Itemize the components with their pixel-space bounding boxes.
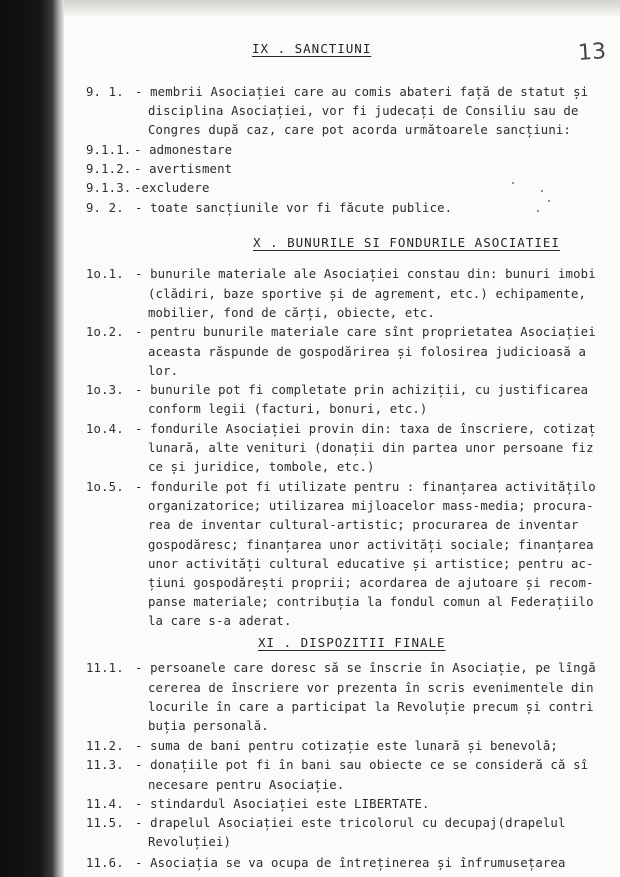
item-text-line: - Asociația se va ocupa de întreținerea și înfrumusețarea bbox=[135, 856, 566, 870]
page-top-shadow bbox=[64, 0, 620, 18]
item-text-line: - drapelul Asociației este tricolorul cu decupaj(drapelul bbox=[135, 816, 566, 830]
scan-speck bbox=[512, 182, 514, 184]
section-heading-bunuri: X . BUNURILE SI FONDURILE ASOCIATIEI bbox=[253, 235, 560, 250]
item-text-line: - fondurile pot fi utilizate pentru : finanțarea activitățilo bbox=[135, 480, 596, 494]
item-text-line: lunară, alte venituri (donații din partea unor persoane fiz bbox=[148, 441, 594, 455]
item-number: 11.1. bbox=[86, 661, 124, 675]
item-number: 9. 2. bbox=[86, 201, 124, 215]
item-text-line: - membrii Asociației care au comis abateri față de statut și bbox=[135, 85, 589, 99]
item-text-line: Revoluției) bbox=[148, 835, 232, 849]
item-text-line: - pentru bunurile materiale care sînt proprietatea Asociației bbox=[135, 325, 596, 339]
item-text-line: - fondurile Asociației provin din: taxa de înscriere, cotizaț bbox=[135, 422, 596, 436]
item-text-line: - persoanele care doresc să se înscrie în Asociație, pe lîngă bbox=[135, 661, 596, 675]
item-number: 1o.3. bbox=[86, 383, 124, 397]
item-text-line: rea de inventar cultural-artistic; procurarea de inventar bbox=[148, 518, 579, 532]
scan-speck bbox=[541, 190, 543, 192]
item-text-line: - suma de bani pentru cotizație este lunară și benevolă; bbox=[135, 739, 558, 753]
item-number: 11.2. bbox=[86, 739, 124, 753]
item-text-line: mobilier, fond de cărți, obiecte, etc. bbox=[148, 306, 436, 320]
item-number: 1o.1. bbox=[86, 267, 124, 281]
item-text-line: unor activități cultural educative și artistice; pentru ac- bbox=[148, 557, 594, 571]
section-heading-sanctiuni: IX . SANCTIUNI bbox=[252, 41, 372, 56]
item-text-line: lor. bbox=[148, 364, 179, 378]
item-text-line: - bunurile pot fi completate prin achiziții, cu justificarea bbox=[135, 383, 589, 397]
item-number: 9.1.3. bbox=[86, 181, 132, 195]
item-text-line: - bunurile materiale ale Asociației constau din: bunuri imobi bbox=[135, 267, 596, 281]
item-text-line: conform legii (facturi, bonuri, etc.) bbox=[148, 402, 428, 416]
item-number: 9. 1. bbox=[86, 85, 124, 99]
item-number: 11.6. bbox=[86, 856, 124, 870]
item-number: 9.1.1. bbox=[86, 143, 132, 157]
item-text-line: la care s-a aderat. bbox=[148, 614, 292, 628]
section-heading-dispozitii: XI . DISPOZITII FINALE bbox=[258, 635, 446, 650]
item-text-line: Congres după caz, care pot acorda următoarele sancțiuni: bbox=[148, 123, 571, 137]
item-text-line: -excludere bbox=[134, 181, 210, 195]
item-text-line: panse materiale; contribuția la fondul comun al Federațiilo bbox=[148, 595, 594, 609]
item-number: 1o.4. bbox=[86, 422, 124, 436]
item-number: 11.4. bbox=[86, 797, 124, 811]
item-text-line: buția personală. bbox=[148, 719, 269, 733]
item-number: 9.1.2. bbox=[86, 162, 132, 176]
scan-speck bbox=[537, 210, 539, 212]
item-text-line: aceasta răspunde de gospodărirea și folosirea judicioasă a bbox=[148, 345, 587, 359]
item-number: 11.5. bbox=[86, 816, 124, 830]
item-text-line: ce și juridice, tombole, etc.) bbox=[148, 460, 375, 474]
item-text-line: disciplina Asociației, vor fi judecați de Consiliu sau de bbox=[148, 104, 579, 118]
item-text-line: organizatorice; utilizarea mijloacelor mass-media; procura- bbox=[148, 499, 594, 513]
item-text-line: țiuni gospodărești proprii; acordarea de ajutoare și recom- bbox=[148, 576, 594, 590]
item-text-line: (clădiri, baze sportive și de agrement, etc.) echipamente, bbox=[148, 287, 587, 301]
binding-shadow bbox=[0, 0, 64, 877]
item-number: 11.3. bbox=[86, 758, 124, 772]
item-text-line: necesare pentru Asociație. bbox=[148, 778, 345, 792]
item-text-line: - admonestare bbox=[134, 143, 233, 157]
item-text-line: - donațiile pot fi în bani sau obiecte ce se consideră că sî bbox=[135, 758, 589, 772]
item-number: 1o.5. bbox=[86, 480, 124, 494]
item-text-line: cererea de înscriere vor prezenta în scris evenimentele din bbox=[148, 681, 594, 695]
item-text-line: - toate sancțiunile vor fi făcute publice. bbox=[135, 201, 453, 215]
scan-speck bbox=[548, 200, 550, 202]
item-text-line: gospodăresc; finanțarea unor activități sociale; finanțarea bbox=[148, 538, 594, 552]
item-text-line: - avertisment bbox=[134, 162, 233, 176]
item-text-line: locurile în care a participat la Revoluție precum și contri bbox=[148, 700, 594, 714]
page-number-mark: 13 bbox=[577, 39, 607, 66]
item-text-line: - stindardul Asociației este LIBERTATE. bbox=[135, 797, 430, 811]
item-number: 1o.2. bbox=[86, 325, 124, 339]
